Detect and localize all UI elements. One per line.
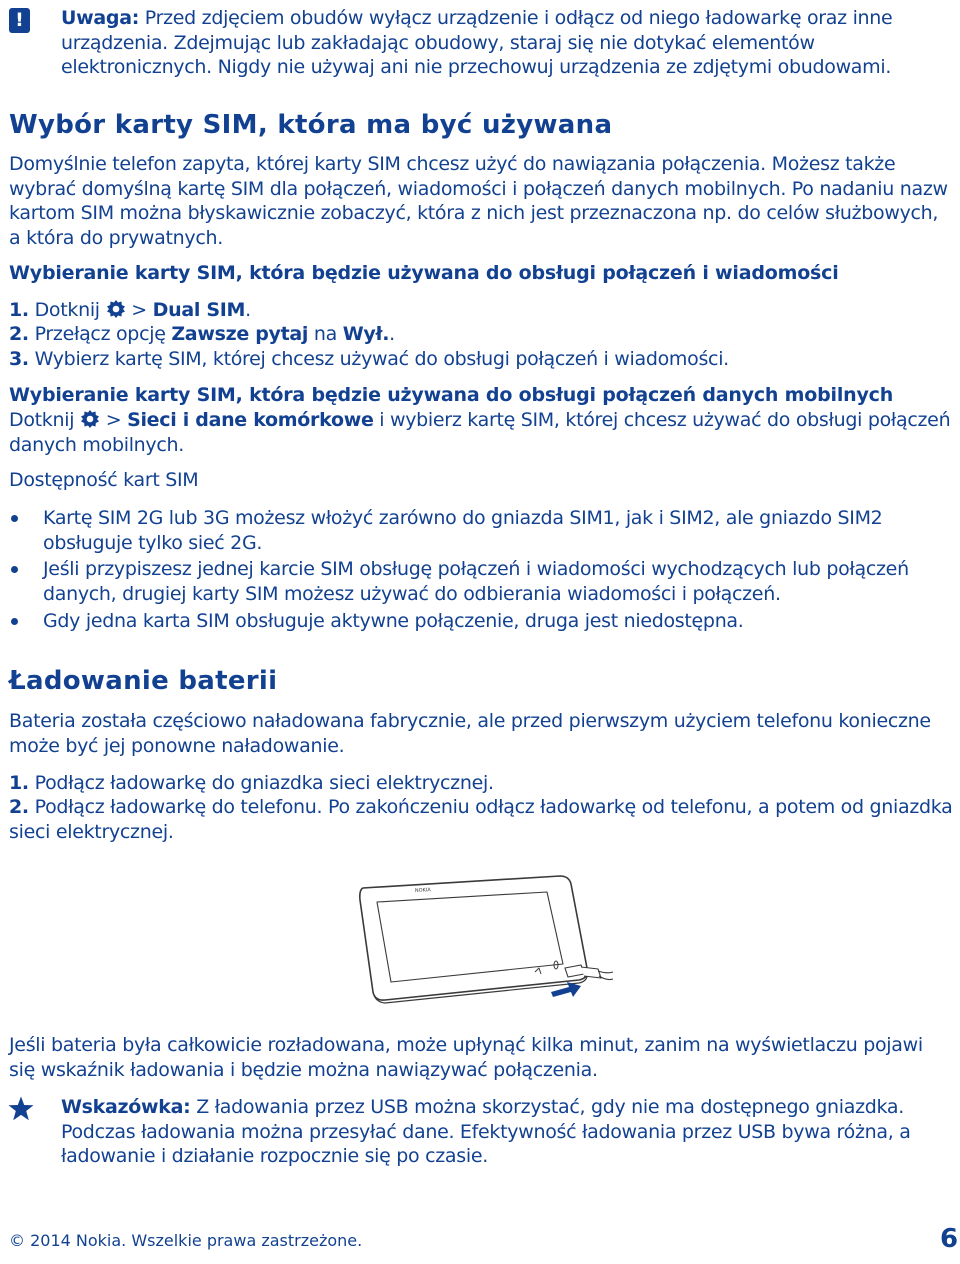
settings-gear-icon bbox=[106, 299, 126, 319]
sim-data-heading: Wybieranie karty SIM, która będzie używana do obsługi połączeń danych mobilnych bbox=[9, 384, 894, 406]
data-text: > bbox=[99, 409, 128, 431]
step-text: Przełącz opcję bbox=[28, 323, 172, 345]
sim-availability-list bbox=[9, 506, 949, 634]
step-text: na bbox=[308, 323, 343, 345]
step-text: Wybierz kartę SIM, której chcesz używać do obsługi połączeń i wiadomości. bbox=[28, 348, 729, 370]
off-option: Wył. bbox=[342, 323, 390, 345]
charger-plug-icon bbox=[565, 965, 613, 980]
step-text: . bbox=[389, 323, 395, 345]
step-text: . bbox=[245, 299, 251, 321]
step-number: 3. bbox=[9, 348, 29, 370]
settings-gear-icon bbox=[80, 409, 100, 429]
tip-note bbox=[61, 1095, 941, 1169]
sim-step-3 bbox=[9, 347, 729, 372]
cellular-data-option: Sieci i dane komórkowe bbox=[127, 409, 374, 431]
warning-text: Przed zdjęciem obudów wyłącz urządzenie i odłącz od niego ładowarkę oraz inne urządzenia. Zdejmując lub zakładając obudowy, staraj się nie dotykać elementów elektronicznych. Nigdy nie używaj ani nie przechowuj urządzenia ze zdjętymi obudowami. bbox=[61, 7, 893, 78]
sim-step-2 bbox=[9, 322, 395, 347]
warning-note bbox=[61, 6, 941, 80]
battery-intro-paragraph: Bateria została częściowo naładowana fabrycznie, ale przed pierwszym użyciem telefonu konieczne może być jej ponowne naładowanie. bbox=[9, 710, 931, 757]
warning-icon: ! bbox=[9, 8, 30, 33]
list-item-text: Gdy jedna karta SIM obsługuje aktywne połączenie, druga jest niedostępna. bbox=[43, 610, 744, 632]
step-number: 2. bbox=[9, 323, 29, 345]
battery-section-title: Ładowanie baterii bbox=[9, 666, 278, 696]
page-number: 6 bbox=[940, 1224, 959, 1254]
list-item bbox=[9, 557, 949, 606]
tip-star-icon bbox=[8, 1096, 34, 1121]
sim-step-1 bbox=[9, 298, 251, 323]
sim-availability-heading: Dostępność kart SIM bbox=[9, 469, 199, 491]
battery-after-paragraph: Jeśli bateria była całkowicie rozładowana, może upłynąć kilka minut, zanim na wyświetlaczu pojawi się wskaźnik ładowania i będzie można nawiązywać połączenia. bbox=[9, 1034, 923, 1081]
step-text: Podłącz ładowarkę do gniazdka sieci elektrycznej. bbox=[28, 772, 494, 794]
dual-sim-option: Dual SIM bbox=[152, 299, 246, 321]
tip-text: Z ładowania przez USB można skorzystać, gdy nie ma dostępnego gniazdka. Podczas ładowania można przesyłać dane. Efektywność ładowania przez USB bywa różna, a ładowanie i działanie rozpocznie się po czasie. bbox=[61, 1096, 911, 1167]
step-text: Dotknij bbox=[28, 299, 106, 321]
step-number: 1. bbox=[9, 299, 29, 321]
sim-section-title: Wybór karty SIM, która ma być używana bbox=[9, 110, 613, 140]
sim-data-paragraph bbox=[9, 408, 954, 457]
bullet-dot bbox=[11, 618, 18, 625]
always-ask-option: Zawsze pytaj bbox=[171, 323, 309, 345]
list-item-text: Jeśli przypiszesz jednej karcie SIM obsługę połączeń i wiadomości wychodzących lub połączeń danych, drugiej karty SIM możesz używać do odbierania wiadomości i połączeń. bbox=[43, 558, 909, 605]
data-text: i wybierz kartę SIM, której chcesz używać do obsługi połączeń danych mobilnych. bbox=[9, 409, 951, 456]
footer-copyright: © 2014 Nokia. Wszelkie prawa zastrzeżone. bbox=[9, 1231, 363, 1250]
sim-intro-paragraph: Domyślnie telefon zapyta, której karty SIM chcesz użyć do nawiązania połączenia. Możesz także wybrać domyślną kartę SIM dla połączeń, wiadomości i połączeń danych mobilnych. Po nadaniu nazw kartom SIM można błyskawicznie zobaczyć, która z nich jest przeznaczona np. do celów służbowych, a która do prywatnych. bbox=[9, 153, 948, 249]
phone-charging-illustration bbox=[355, 868, 615, 1008]
phone-brand-label: NOKIA bbox=[414, 887, 431, 894]
step-text: > bbox=[125, 299, 153, 321]
sim-calls-heading: Wybieranie karty SIM, która będzie używana do obsługi połączeń i wiadomości bbox=[9, 262, 839, 284]
step-number: 1. bbox=[9, 772, 29, 794]
data-text: Dotknij bbox=[9, 409, 80, 431]
step-text: Podłącz ładowarkę do telefonu. Po zakończeniu odłącz ładowarkę od telefonu, a potem od gniazdka sieci elektrycznej. bbox=[9, 796, 953, 843]
list-item-text: Kartę SIM 2G lub 3G możesz włożyć zarówno do gniazda SIM1, jak i SIM2, ale gniazdo SIM2 obsługuje tylko sieć 2G. bbox=[43, 507, 883, 554]
bullet-dot bbox=[11, 566, 18, 573]
warning-label: Uwaga: bbox=[61, 7, 140, 29]
battery-step-2 bbox=[9, 795, 957, 844]
step-number: 2. bbox=[9, 796, 29, 818]
battery-step-1 bbox=[9, 771, 494, 796]
list-item bbox=[9, 506, 949, 555]
bullet-dot bbox=[11, 515, 18, 522]
tip-label: Wskazówka: bbox=[61, 1096, 191, 1118]
list-item bbox=[9, 609, 949, 634]
